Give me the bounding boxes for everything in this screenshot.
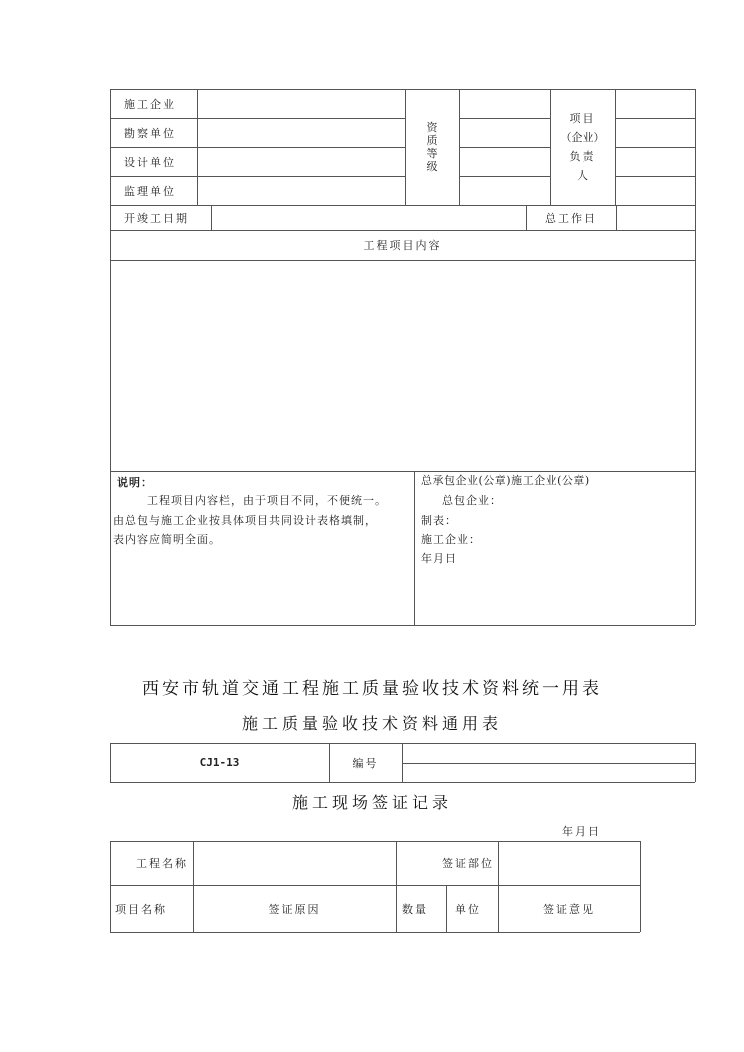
qualification-field-4[interactable]: [460, 177, 549, 205]
signature-line-2: 总包企业：: [442, 494, 502, 507]
supervision-unit-field[interactable]: [198, 177, 404, 205]
header-unit: 单位: [455, 902, 481, 916]
col-divider: [414, 471, 415, 625]
number-field[interactable]: [403, 744, 694, 763]
label-project-manager: [550, 89, 615, 205]
label-supervision-unit: 监理单位: [124, 184, 176, 198]
qualification-char: 等: [426, 147, 438, 160]
header-visa-reason: 签证原因: [268, 902, 321, 916]
col-divider: [446, 885, 447, 932]
notes-line-3: 表内容应简明全面。: [113, 533, 221, 546]
label-project-content: 工程项目内容: [363, 239, 442, 252]
record-date: 年月日: [562, 825, 601, 838]
signature-line-1: 总承包企业(公章)施工企业(公章): [421, 474, 590, 487]
notes-line-1: 工程项目内容栏，由于项目不同，不便统一。: [147, 494, 387, 507]
signature-line-3: 制表：: [421, 514, 457, 527]
signature-line-4: 施工企业：: [421, 533, 481, 546]
total-workdays-field[interactable]: [617, 206, 694, 230]
form-code: CJ1-13: [199, 756, 240, 769]
label-start-end-date: 开竣工日期: [124, 211, 189, 225]
manager-field-1[interactable]: [616, 90, 694, 118]
main-title: 西安市轨道交通工程施工质量验收技术资料统一用表: [142, 679, 602, 699]
label-project-name: 工程名称: [136, 857, 188, 870]
signature-line-5: 年月日: [421, 552, 457, 565]
form3-border-right: [640, 841, 641, 932]
notes-heading: 说明：: [117, 476, 153, 489]
label-qualification-level: [405, 89, 459, 205]
label-design-unit: 设计单位: [124, 155, 176, 169]
project-manager-line: 人: [577, 169, 588, 182]
header-visa-opinion: 签证意见: [543, 902, 595, 916]
manager-field-3[interactable]: [616, 148, 694, 176]
header-quantity: 数量: [402, 902, 428, 916]
project-name-field[interactable]: [194, 842, 395, 885]
label-total-workdays: 总工作日: [545, 211, 597, 225]
qualification-char: 质: [426, 134, 438, 147]
project-manager-line: 项目: [569, 112, 596, 125]
qualification-char: 级: [426, 160, 438, 173]
project-content-area[interactable]: [111, 261, 694, 470]
project-manager-line: 负责: [569, 150, 596, 163]
project-manager-line: （企业）: [560, 131, 605, 144]
manager-field-4[interactable]: [616, 177, 694, 205]
sub-title: 施工质量验收技术资料通用表: [241, 714, 502, 733]
qualification-field-3[interactable]: [460, 148, 549, 176]
start-end-date-field[interactable]: [212, 206, 525, 230]
label-visa-location: 签证部位: [442, 857, 494, 870]
visa-location-field[interactable]: [499, 842, 639, 885]
number-field-2[interactable]: [403, 764, 694, 782]
notes-line-2: 由总包与施工企业按具体项目共同设计表格填制，: [113, 514, 377, 527]
form1-border-right: [695, 89, 696, 625]
construction-company-field[interactable]: [198, 90, 404, 118]
label-construction-company: 施工企业: [124, 97, 176, 111]
form1-border-bottom: [110, 625, 695, 626]
survey-unit-field[interactable]: [198, 119, 404, 147]
qualification-char: 资: [426, 121, 438, 134]
qualification-field-2[interactable]: [460, 119, 549, 147]
record-title: 施工现场签证记录: [291, 793, 452, 812]
manager-field-2[interactable]: [616, 119, 694, 147]
form2-border-right: [695, 743, 696, 782]
row-divider: [110, 471, 695, 472]
label-survey-unit: 勘察单位: [124, 126, 176, 140]
form2-border-bottom: [110, 782, 695, 783]
qualification-field-1[interactable]: [460, 90, 549, 118]
form3-border-bottom: [110, 932, 640, 933]
header-item-name: 项目名称: [115, 902, 167, 916]
design-unit-field[interactable]: [198, 148, 404, 176]
label-number: 编号: [352, 756, 379, 770]
